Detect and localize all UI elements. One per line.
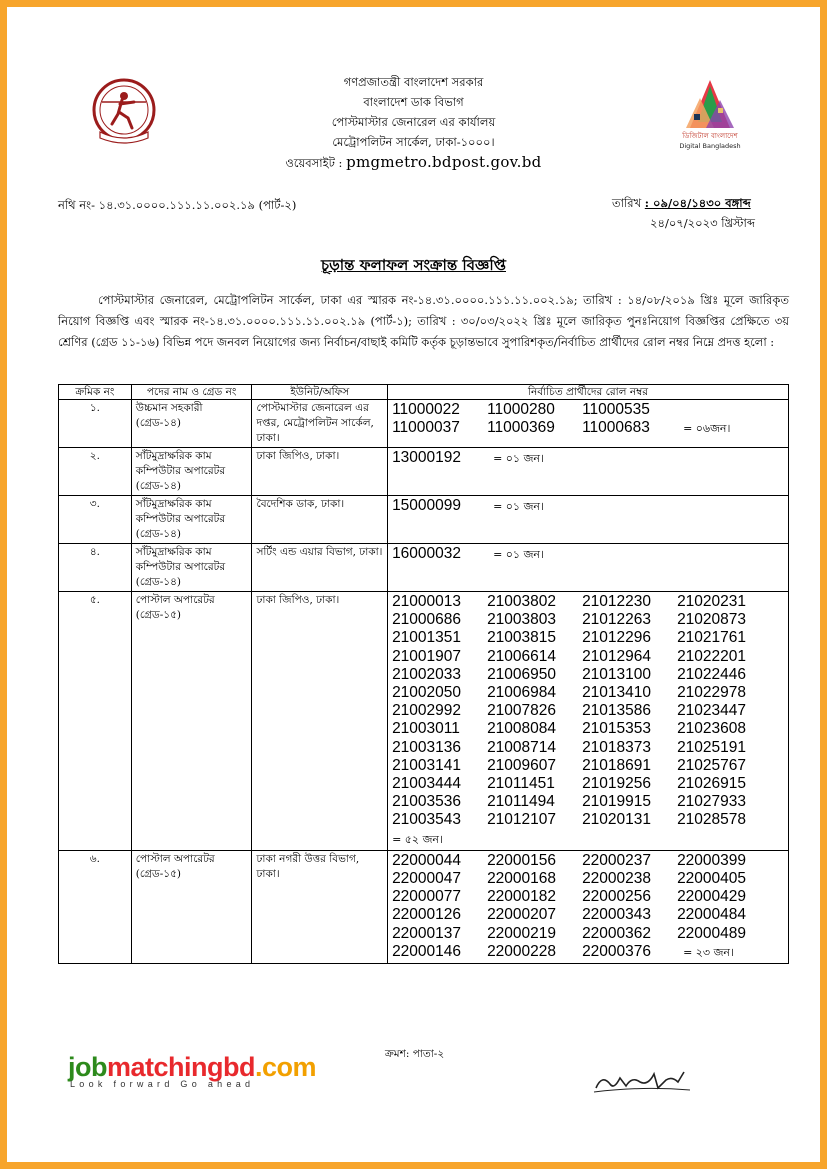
roll-number: 22000362 — [582, 924, 652, 942]
roll-number: 21003444 — [392, 775, 462, 793]
watermark-tagline: Look forward Go ahead — [70, 1079, 255, 1089]
roll-number: 16000032 — [392, 545, 462, 562]
roll-number: 22000405 — [677, 870, 747, 888]
roll-number: 21012230 — [582, 593, 652, 610]
row-office: বৈদেশিক ডাক, ঢাকা। — [252, 496, 388, 544]
row-office: ঢাকা জিপিও, ঢাকা। — [252, 448, 388, 496]
date-bangla: : ০৯/০৪/১৪৩০ বঙ্গাব্দ — [644, 196, 751, 210]
row-office: সর্টিং এন্ড এয়ার বিভাগ, ঢাকা। — [252, 544, 388, 592]
roll-line — [392, 545, 784, 564]
roll-number: 21001907 — [392, 647, 462, 665]
roll-number: 21019256 — [582, 775, 652, 793]
roll-line — [392, 925, 784, 943]
roll-line — [392, 739, 784, 757]
roll-line — [392, 720, 784, 738]
roll-number: 15000099 — [392, 497, 462, 514]
roll-number: 22000047 — [392, 870, 462, 888]
roll-number: 21012263 — [582, 611, 652, 629]
roll-number: 22000077 — [392, 888, 462, 906]
roll-number: 21022201 — [677, 647, 747, 665]
letterhead — [0, 72, 827, 173]
roll-number: 21015353 — [582, 720, 652, 738]
row-post-name: সাঁটমুদ্রাক্ষরিক কাম কম্পিউটার অপারেটর (গ্রেড-১৪) — [131, 496, 252, 544]
roll-number: 22000376 — [582, 942, 652, 960]
roll-number: 21022446 — [677, 665, 747, 683]
roll-number: 21013410 — [582, 684, 652, 702]
roll-number: 21023608 — [677, 720, 747, 738]
col-header-serial: ক্রমিক নং — [59, 385, 132, 400]
header-line-1: গণপ্রজাতন্ত্রী বাংলাদেশ সরকার — [343, 75, 484, 89]
roll-number: 21003802 — [487, 593, 557, 610]
row-serial: ৫. — [59, 592, 132, 851]
table-row — [59, 400, 789, 448]
row-roll-numbers — [388, 544, 789, 592]
signature — [592, 1066, 692, 1096]
table-row — [59, 592, 789, 851]
roll-line — [392, 497, 784, 516]
roll-number: 22000168 — [487, 870, 557, 888]
roll-line — [392, 666, 784, 684]
roll-line — [392, 648, 784, 666]
roll-line — [392, 757, 784, 775]
row-office: ঢাকা নগরী উত্তর বিভাগ, ঢাকা। — [252, 850, 388, 963]
roll-number: 21027933 — [677, 793, 747, 811]
roll-number: 22000044 — [392, 851, 462, 869]
website-url: pmgmetro.bdpost.gov.bd — [346, 153, 542, 171]
col-header-rolls: নির্বাচিত প্রার্থীদের রোল নম্বর — [388, 385, 789, 400]
roll-line — [392, 811, 784, 829]
roll-number: 22000237 — [582, 851, 652, 869]
roll-number: 21020131 — [582, 811, 652, 829]
watermark-part-1: job — [68, 1052, 107, 1082]
row-serial: ৬. — [59, 850, 132, 963]
digital-bangladesh-en: Digital Bangladesh — [679, 142, 741, 150]
roll-number: 11000280 — [487, 401, 555, 418]
row-post-name: উচ্চমান সহকারী (গ্রেড-১৪) — [131, 400, 252, 448]
roll-number: 22000399 — [677, 851, 747, 869]
roll-number: 21012964 — [582, 647, 652, 665]
roll-number: 22000429 — [677, 888, 747, 906]
roll-number: 22000489 — [677, 924, 747, 942]
row-roll-numbers — [388, 448, 789, 496]
roll-line — [392, 870, 784, 888]
row-roll-numbers — [388, 496, 789, 544]
roll-line — [392, 943, 784, 962]
roll-number: 11000369 — [487, 419, 555, 437]
roll-number: 21007826 — [487, 702, 557, 720]
table-body — [59, 400, 789, 964]
roll-number: 21026915 — [677, 775, 747, 793]
roll-number: 21006614 — [487, 647, 557, 665]
roll-number: 21006984 — [487, 684, 557, 702]
roll-number: 21008084 — [487, 720, 557, 738]
roll-number: 21000686 — [392, 611, 462, 629]
website-line — [0, 152, 827, 173]
roll-number: 22000228 — [487, 942, 557, 960]
roll-line — [392, 702, 784, 720]
selected-count: = ০১ জন। — [493, 500, 544, 513]
results-table — [58, 384, 789, 964]
date-english: ২৪/০৭/২০২৩ খ্রিস্টাব্দ — [650, 216, 755, 230]
roll-number: 22000343 — [582, 906, 652, 924]
selected-count: = ০১ জন। — [493, 548, 544, 561]
roll-number: 22000126 — [392, 906, 462, 924]
roll-number: 11000535 — [582, 401, 650, 418]
row-serial: ৪. — [59, 544, 132, 592]
digital-bangladesh-bn: ডিজিটাল বাংলাদেশ — [682, 132, 738, 140]
row-post-name: সাঁটমুদ্রাক্ষরিক কাম কম্পিউটার অপারেটর (গ্রেড-১৪) — [131, 448, 252, 496]
roll-number: 21013100 — [582, 665, 652, 683]
roll-number: 21009607 — [487, 756, 557, 774]
roll-number: 22000238 — [582, 870, 652, 888]
col-header-post: পদের নাম ও গ্রেড নং — [131, 385, 252, 400]
row-serial: ২. — [59, 448, 132, 496]
roll-number: 21021761 — [677, 629, 747, 647]
notice-body: পোস্টমাস্টার জেনারেল, মেট্রোপলিটন সার্কেল, ঢাকা এর স্মারক নং-১৪.৩১.০০০০.১১১.১১.০০২.১৯; তারিখ : ১৪/০৮/২০১৯ খ্রিঃ মূলে জারিকৃত নিয়োগ বিজ্ঞপ্তি এবং স্মারক নং-১৪.৩১.০০০০.১১১.১১.০০২.১৯ (পার্ট-১); তারিখ : ৩০/০৩/২০২২ খ্রিঃ মূলে জারিকৃত পুনঃনিয়োগ বিজ্ঞপ্তির প্রেক্ষিতে ৩য় শ্রেণির (গ্রেড ১১-১৬) বিভিন্ন পদে জনবল নিয়োগের জন্য নির্বাচন/বাছাই কমিটি কর্তৃক চূড়ান্তভাবে সুপারিশকৃত/নির্বাচিত প্রার্থীদের রোল নম্বর নিম্নে প্রদত্ত হলো : — [58, 293, 789, 349]
roll-number: 21001351 — [392, 629, 462, 647]
roll-number: 22000219 — [487, 924, 557, 942]
roll-line — [392, 775, 784, 793]
row-office: ঢাকা জিপিও, ঢাকা। — [252, 592, 388, 851]
roll-number: 11000037 — [392, 419, 460, 437]
roll-number: 21012107 — [487, 811, 557, 829]
header-line-3: পোস্টমাস্টার জেনারেল এর কার্যালয় — [331, 115, 496, 129]
roll-number: 22000484 — [677, 906, 747, 924]
selected-count: = ২৩ জন। — [683, 945, 734, 959]
roll-number: 21013586 — [582, 702, 652, 720]
watermark-part-2: matchingbd — [107, 1052, 255, 1082]
roll-number: 21008714 — [487, 738, 557, 756]
roll-line — [392, 888, 784, 906]
row-roll-numbers — [388, 850, 789, 963]
roll-number: 21000013 — [392, 593, 462, 610]
roll-line — [392, 906, 784, 924]
watermark-part-3: .com — [255, 1052, 317, 1082]
date-block — [612, 193, 755, 233]
table-row — [59, 496, 789, 544]
roll-number: 21003011 — [392, 720, 460, 738]
roll-number: 13000192 — [392, 449, 462, 466]
roll-number: 21019915 — [582, 793, 652, 811]
row-roll-numbers — [388, 400, 789, 448]
roll-number: 21018373 — [582, 738, 652, 756]
row-roll-numbers — [388, 592, 789, 851]
roll-line — [392, 793, 784, 811]
roll-number: 21020873 — [677, 611, 747, 629]
memo-number: নথি নং- ১৪.৩১.০০০০.১১১.১১.০০২.১৯ (পার্ট-২) — [58, 198, 297, 212]
roll-line — [392, 593, 784, 611]
roll-line — [392, 611, 784, 629]
roll-number: 21020231 — [677, 593, 747, 610]
header-line-2: বাংলাদেশ ডাক বিভাগ — [363, 95, 464, 109]
roll-line — [392, 629, 784, 647]
roll-number: 22000182 — [487, 888, 557, 906]
roll-number: 21002992 — [392, 702, 462, 720]
watermark-logo — [68, 1052, 316, 1089]
roll-number: 21028578 — [677, 811, 747, 829]
notice-title: চূড়ান্ত ফলাফল সংক্রান্ত বিজ্ঞপ্তি — [321, 256, 506, 274]
roll-line — [392, 401, 784, 419]
table-header-row — [59, 385, 789, 400]
row-office: পোস্টমাস্টার জেনারেল এর দপ্তর, মেট্রোপলিটন সার্কেল, ঢাকা। — [252, 400, 388, 448]
roll-line — [392, 419, 784, 438]
roll-number: 21011494 — [487, 793, 555, 811]
roll-number: 21003141 — [392, 756, 462, 774]
date-label: তারিখ — [612, 196, 645, 210]
roll-number: 21002033 — [392, 665, 462, 683]
roll-line — [392, 449, 784, 468]
table-row — [59, 544, 789, 592]
roll-number: 22000207 — [487, 906, 557, 924]
row-post-name: পোস্টাল অপারেটর (গ্রেড-১৫) — [131, 850, 252, 963]
roll-number: 11000022 — [392, 401, 460, 418]
roll-number: 21022978 — [677, 684, 747, 702]
roll-number: 22000146 — [392, 942, 462, 960]
roll-number: 21011451 — [487, 775, 555, 793]
roll-number: 21006950 — [487, 665, 557, 683]
roll-line — [392, 852, 784, 870]
col-header-office: ইউনিট/অফিস — [252, 385, 388, 400]
website-label: ওয়েবসাইট : — [285, 156, 347, 170]
roll-number: 11000683 — [582, 419, 650, 437]
roll-number: 21003536 — [392, 793, 462, 811]
table-row — [59, 850, 789, 963]
row-post-name: সাঁটমুদ্রাক্ষরিক কাম কম্পিউটার অপারেটর (গ্রেড-১৪) — [131, 544, 252, 592]
roll-number: 21018691 — [582, 756, 652, 774]
roll-number: 22000156 — [487, 851, 557, 869]
selected-count: = ০১ জন। — [493, 452, 544, 465]
header-line-4: মেট্রোপলিটন সার্কেল, ঢাকা-১০০০। — [332, 135, 495, 149]
roll-line — [392, 684, 784, 702]
row-serial: ১. — [59, 400, 132, 448]
roll-number: 21003803 — [487, 611, 557, 629]
roll-number: 21023447 — [677, 702, 747, 720]
roll-number: 21003136 — [392, 738, 462, 756]
roll-number: 21012296 — [582, 629, 652, 647]
roll-number: 21003815 — [487, 629, 557, 647]
roll-number: 21003543 — [392, 811, 462, 829]
row-serial: ৩. — [59, 496, 132, 544]
roll-number: 21025767 — [677, 756, 747, 774]
continuation-note: ক্রমশ: পাতা-২ — [385, 1048, 445, 1060]
roll-number: 22000256 — [582, 888, 652, 906]
selected-count: = ০৬জন। — [683, 422, 731, 436]
table-row — [59, 448, 789, 496]
roll-number: 21025191 — [677, 738, 747, 756]
roll-number: 22000137 — [392, 924, 462, 942]
row-post-name: পোস্টাল অপারেটর (গ্রেড-১৫) — [131, 592, 252, 851]
roll-number: 21002050 — [392, 684, 462, 702]
selected-count: = ৫২ জন। — [392, 832, 443, 846]
